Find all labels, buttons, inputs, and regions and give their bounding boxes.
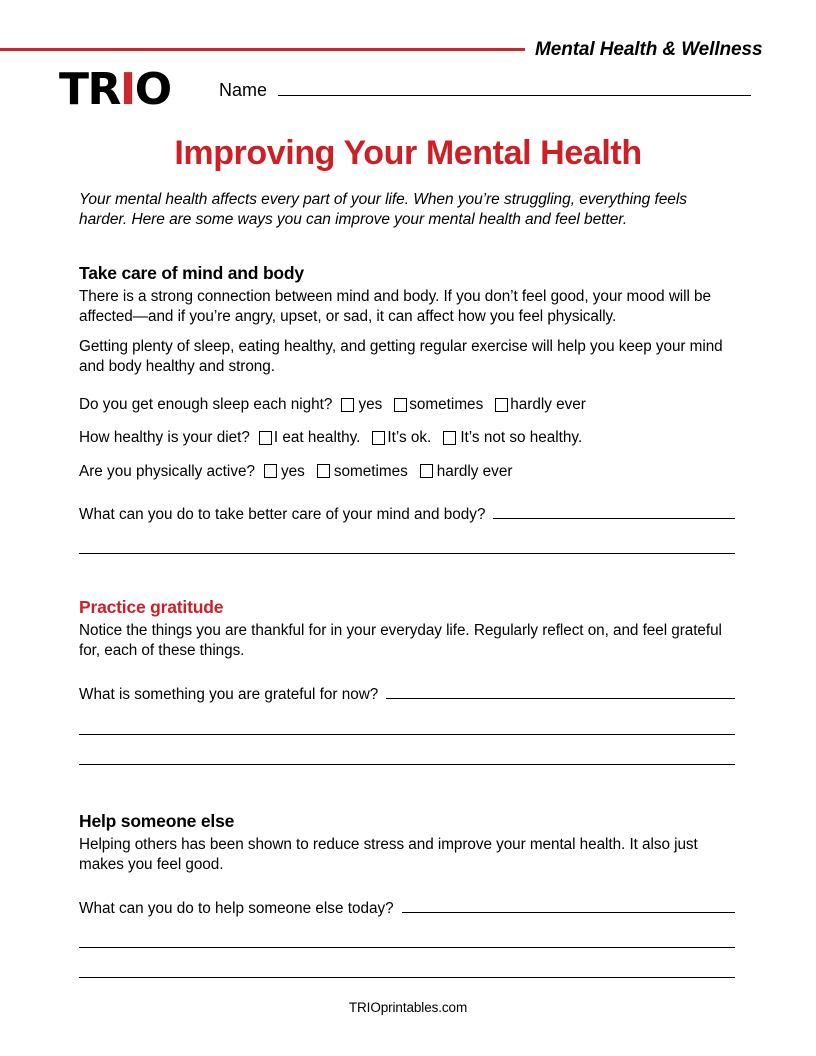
- checkbox-icon[interactable]: [420, 464, 433, 478]
- logo-text-prefix: TR: [59, 63, 120, 115]
- question-text: How healthy is your diet?: [79, 429, 250, 447]
- logo-accent-letter: I: [119, 63, 135, 115]
- answer-input-line[interactable]: [493, 505, 735, 519]
- checkbox-option-hardly-ever[interactable]: [420, 462, 513, 481]
- answer-input-line[interactable]: [79, 947, 735, 948]
- question-row-active: [79, 462, 735, 481]
- section-paragraph: Helping others has been shown to reduce stress and improve your mental health. It also just makes you feel good.: [79, 835, 698, 873]
- checkbox-icon[interactable]: [495, 398, 508, 412]
- name-input-line[interactable]: [278, 80, 751, 96]
- checkbox-label: I eat healthy.: [273, 429, 361, 447]
- section-paragraph: Notice the things you are thankful for in your everyday life. Regularly reflect on, and feel grateful for, each of these things.: [79, 621, 722, 660]
- checkbox-label: It’s ok.: [387, 429, 432, 447]
- checkbox-option-its-ok[interactable]: [372, 428, 431, 447]
- checkbox-question-group: [79, 395, 735, 480]
- answer-input-line[interactable]: [79, 977, 735, 978]
- section-heading: Practice gratitude: [79, 596, 224, 617]
- answer-block: [79, 685, 735, 764]
- checkbox-icon[interactable]: [264, 464, 277, 478]
- page-title: Improving Your Mental Health: [174, 134, 642, 172]
- checkbox-option-sometimes[interactable]: [317, 462, 408, 481]
- checkbox-option-yes[interactable]: [341, 395, 382, 414]
- checkbox-label: hardly ever: [510, 396, 586, 414]
- name-label: Name: [219, 80, 268, 100]
- name-field-row: [219, 80, 751, 101]
- checkbox-label: sometimes: [409, 396, 484, 414]
- section-practice-gratitude: [79, 597, 735, 765]
- checkbox-icon[interactable]: [341, 398, 354, 412]
- checkbox-label: yes: [281, 462, 305, 480]
- section-mind-and-body: [79, 263, 735, 554]
- section-paragraph: Getting plenty of sleep, eating healthy, and getting regular exercise will help you keep your mind and body healthy and strong.: [79, 337, 723, 375]
- answer-prompt-row: [79, 899, 735, 918]
- answer-input-line[interactable]: [79, 764, 735, 765]
- checkbox-icon[interactable]: [259, 431, 272, 445]
- checkbox-label: hardly ever: [436, 462, 513, 480]
- answer-prompt: What can you do to take better care of your mind and body?: [79, 505, 486, 523]
- checkbox-label: sometimes: [333, 462, 408, 480]
- answer-prompt-row: [79, 505, 735, 524]
- header-red-rule: [0, 48, 525, 51]
- section-heading: Help someone else: [79, 810, 235, 831]
- answer-prompt-row: [79, 685, 735, 704]
- header-kicker: Mental Health & Wellness: [535, 38, 763, 60]
- answer-input-line[interactable]: [79, 553, 735, 554]
- checkbox-option-hardly-ever[interactable]: [495, 395, 586, 414]
- question-row-sleep: [79, 395, 735, 414]
- answer-input-line[interactable]: [79, 734, 735, 735]
- section-help-someone-else: [79, 811, 735, 979]
- checkbox-icon[interactable]: [317, 464, 330, 478]
- checkbox-icon[interactable]: [443, 431, 456, 445]
- checkbox-option-sometimes[interactable]: [394, 395, 483, 414]
- header-bar: [0, 38, 816, 60]
- intro-paragraph: Your mental health affects every part of your life. When you’re struggling, everything feels harder. Here are some ways you can improve your mental health and feel better.: [79, 191, 687, 229]
- logo-text-suffix: O: [134, 63, 171, 115]
- answer-block: [79, 505, 735, 554]
- checkbox-icon[interactable]: [372, 431, 385, 445]
- answer-input-line[interactable]: [402, 899, 735, 913]
- section-heading: Take care of mind and body: [79, 262, 304, 283]
- answer-prompt: What can you do to help someone else today?: [79, 900, 394, 918]
- question-row-diet: [79, 428, 735, 447]
- logo-wordmark: [59, 63, 171, 115]
- section-paragraph: There is a strong connection between mind and body. If you don’t feel good, your mood will be affected—and if you’re angry, upset, or sad, it can affect how you feel physically.: [79, 287, 711, 326]
- checkbox-label: It’s not so healthy.: [460, 429, 583, 447]
- answer-block: [79, 899, 735, 978]
- question-text: Are you physically active?: [79, 462, 255, 480]
- checkbox-label: yes: [358, 396, 383, 414]
- checkbox-icon[interactable]: [394, 398, 407, 412]
- answer-input-line[interactable]: [386, 685, 735, 699]
- answer-prompt: What is something you are grateful for now?: [79, 686, 379, 704]
- checkbox-option-not-so-healthy[interactable]: [443, 428, 582, 447]
- question-text: Do you get enough sleep each night?: [79, 396, 333, 414]
- worksheet-content: [79, 190, 735, 978]
- checkbox-option-yes[interactable]: [264, 462, 305, 481]
- trio-logo: [59, 63, 171, 115]
- footer-url: TRIOprintables.com: [348, 1000, 468, 1015]
- checkbox-option-eat-healthy[interactable]: [259, 428, 360, 447]
